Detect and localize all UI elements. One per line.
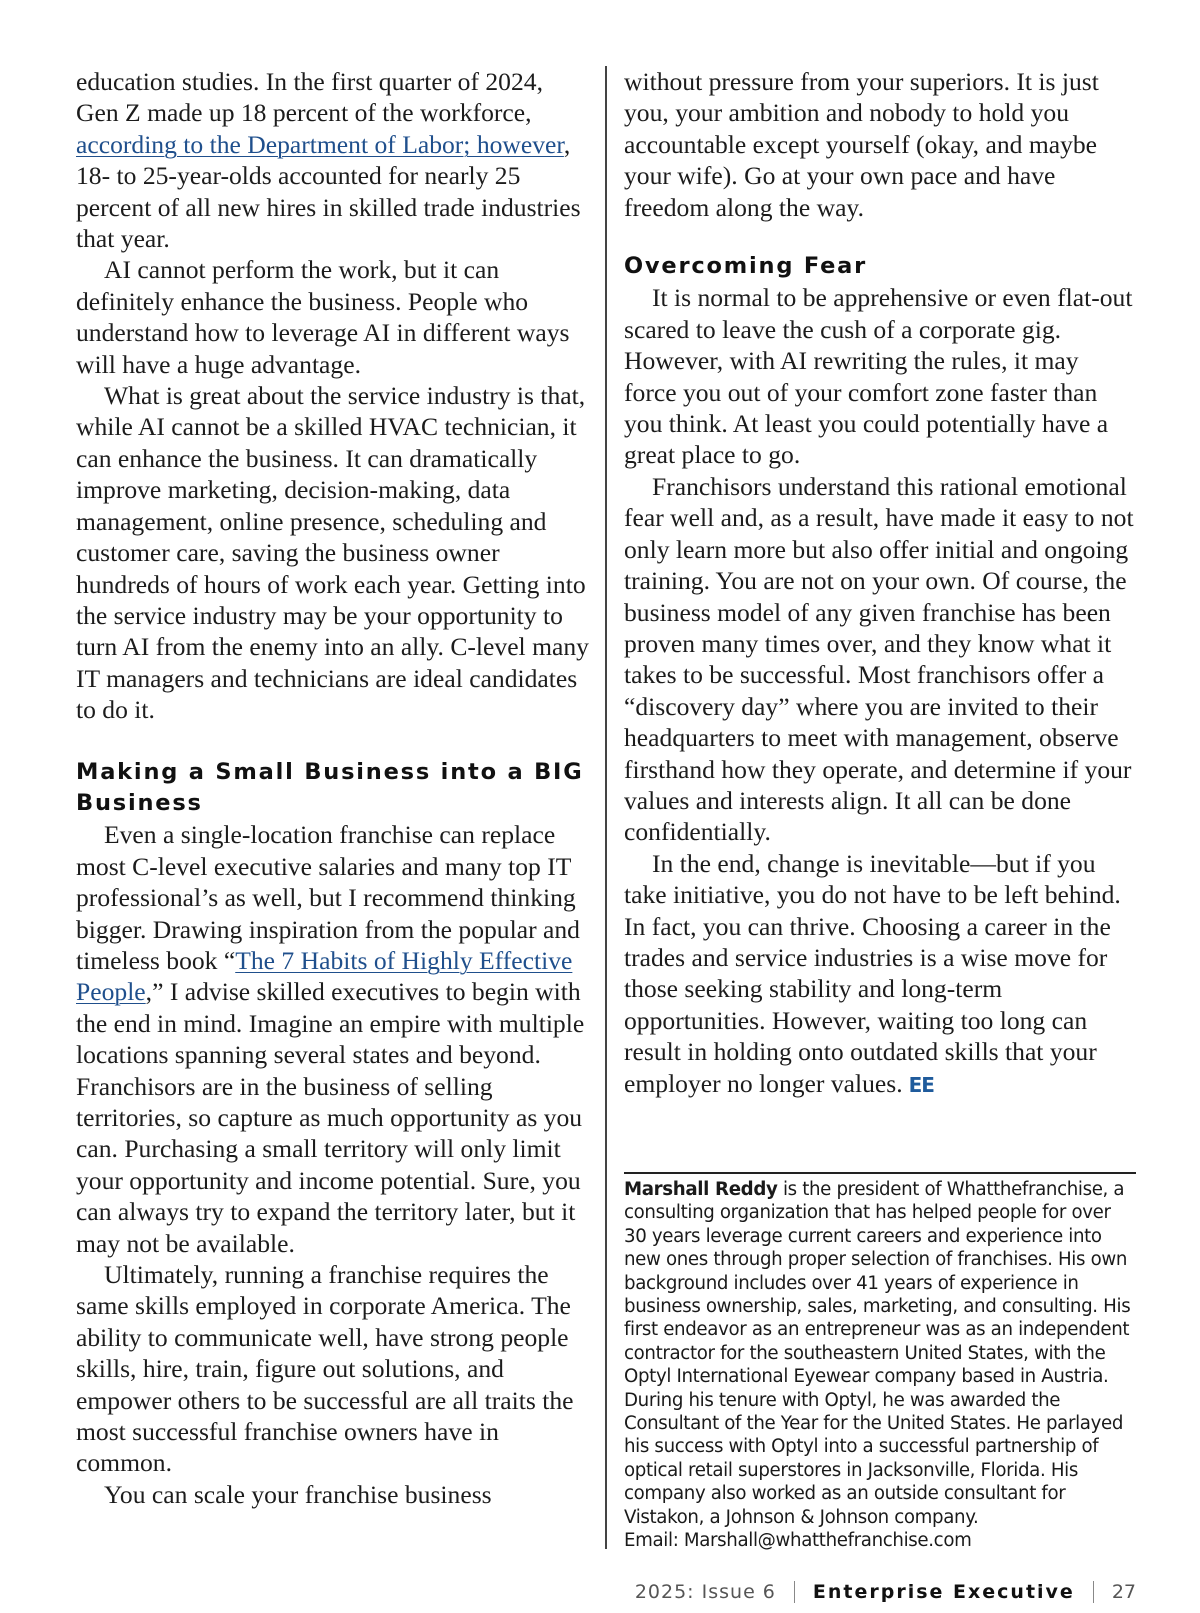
- right-paragraph-4: In the end, change is inevitable—but if you take initiative, you do not have to be left behind. In fact, you can thrive. Choosing a career in the trades and service industries is a wise move for those seeking stability and long-term opportunities. However, waiting too long can result in holding onto outdated skills that your employer no longer values. EE: [624, 848, 1121, 1098]
- author-bio-text: is the president of Whatthefranchise, a consulting organization that has helped people for over 30 years leverage current careers and experience into new ones through proper selection of franchises. His own background includes over 41 years of experience in business ownership, sales, marketing, and consulting. His first endeavor as an entrepreneur was as an independent contractor for the southeastern United States, with the Optyl International Eyewear company based in Austria. During his tenure with Optyl, he was awarded the Consultant of the Year for the United States. He parlayed his success with Optyl into a successful partnership of optical retail superstores in Jacksonville, Florida. His company also worked as an outside consultant for Vistakon, a Johnson & Johnson company.: [624, 1179, 1131, 1528]
- page-number: 27: [1111, 1581, 1136, 1603]
- department-of-labor-link[interactable]: according to the Department of Labor; however: [76, 129, 564, 159]
- author-email[interactable]: Email: Marshall@whatthefranchise.com: [624, 1530, 972, 1552]
- section-heading-small-business: Making a Small Business into a BIG Business: [76, 758, 584, 816]
- left-column: [76, 66, 591, 1510]
- left-paragraph-5: Ultimately, running a franchise requires the same skills employed in corporate America. The ability to communicate well, have strong people skills, hire, train, figure out solutions, and empower others to be successful are all traits the most successful franchise owners have in common.: [76, 1260, 574, 1478]
- footer-separator: [794, 1581, 795, 1603]
- left-paragraph-3: What is great about the service industry is that, while AI cannot be a skilled HVAC technician, it can enhance the business. It can dramatically improve marketing, decision-making, data management, online presence, scheduling and customer care, saving the business owner hundreds of hours of work each year. Getting into the service industry may be your opportunity to turn AI from the enemy into an ally. C-level many IT managers and technicians are ideal candidates to do it.: [76, 381, 589, 725]
- footer-separator: [1093, 1581, 1094, 1603]
- right-paragraph-3: Franchisors understand this rational emotional fear well and, as a result, have made it easy to not only learn more but also offer initial and ongoing training. You are not on your own. Of course, the business model of any given franchise has been proven many times over, and they know what it takes to be successful. Most franchisors offer a “discovery day” where you are invited to their headquarters to meet with management, observe firsthand how they operate, and determine if your values and interests align. It all can be done confidentially.: [624, 471, 1134, 847]
- end-mark-icon: EE: [908, 1072, 934, 1097]
- left-paragraph-4: Even a single-location franchise can replace most C-level executive salaries and many top IT professional’s as well, but I recommend thinking bigger. Drawing inspiration from the popular and timeless book “The 7 Habits of Highly Effective People,” I advise skilled executives to begin with the end in mind. Imagine an empire with multiple locations spanning several states and beyond. Franchisors are in the business of selling territories, so capture as much opportunity as you can. Purchasing a small territory will only limit your opportunity and income potential. Sure, you can always try to expand the territory later, but it may not be available.: [76, 820, 585, 1258]
- right-paragraph-2: It is normal to be apprehensive or even flat-out scared to leave the cush of a corporate gig. However, with AI rewriting the rules, it may force you out of your comfort zone faster than you think. At least you could potentially have a great place to go.: [624, 283, 1133, 470]
- section-heading-overcoming-fear: Overcoming Fear: [624, 253, 868, 280]
- left-paragraph-2: AI cannot perform the work, but it can definitely enhance the business. People who understand how to leverage AI in different ways will have a huge advantage.: [76, 255, 570, 379]
- right-column: [624, 66, 1136, 1101]
- right-paragraph-1: without pressure from your superiors. It is just you, your ambition and nobody to hold you accountable except yourself (okay, and maybe your wife). Go at your own pace and have freedom along the way.: [624, 67, 1099, 222]
- left-paragraph-1: education studies. In the first quarter of 2024, Gen Z made up 18 percent of the workforce, according to the Department of Labor; however, 18- to 25-year-olds accounted for nearly 25 percent of all new hires in skilled trade industries that year.: [76, 67, 581, 254]
- column-divider: [605, 66, 607, 1549]
- seven-habits-book-link[interactable]: The 7 Habits of Highly Effective People: [76, 945, 573, 1007]
- magazine-name: Enterprise Executive: [812, 1581, 1075, 1603]
- issue-label: 2025: Issue 6: [634, 1581, 776, 1603]
- page-footer: [632, 1577, 1136, 1607]
- author-name: Marshall Reddy: [624, 1179, 778, 1200]
- bio-divider: [624, 1172, 1136, 1174]
- left-paragraph-6: You can scale your franchise business: [104, 1479, 492, 1509]
- author-bio: [624, 1178, 1136, 1553]
